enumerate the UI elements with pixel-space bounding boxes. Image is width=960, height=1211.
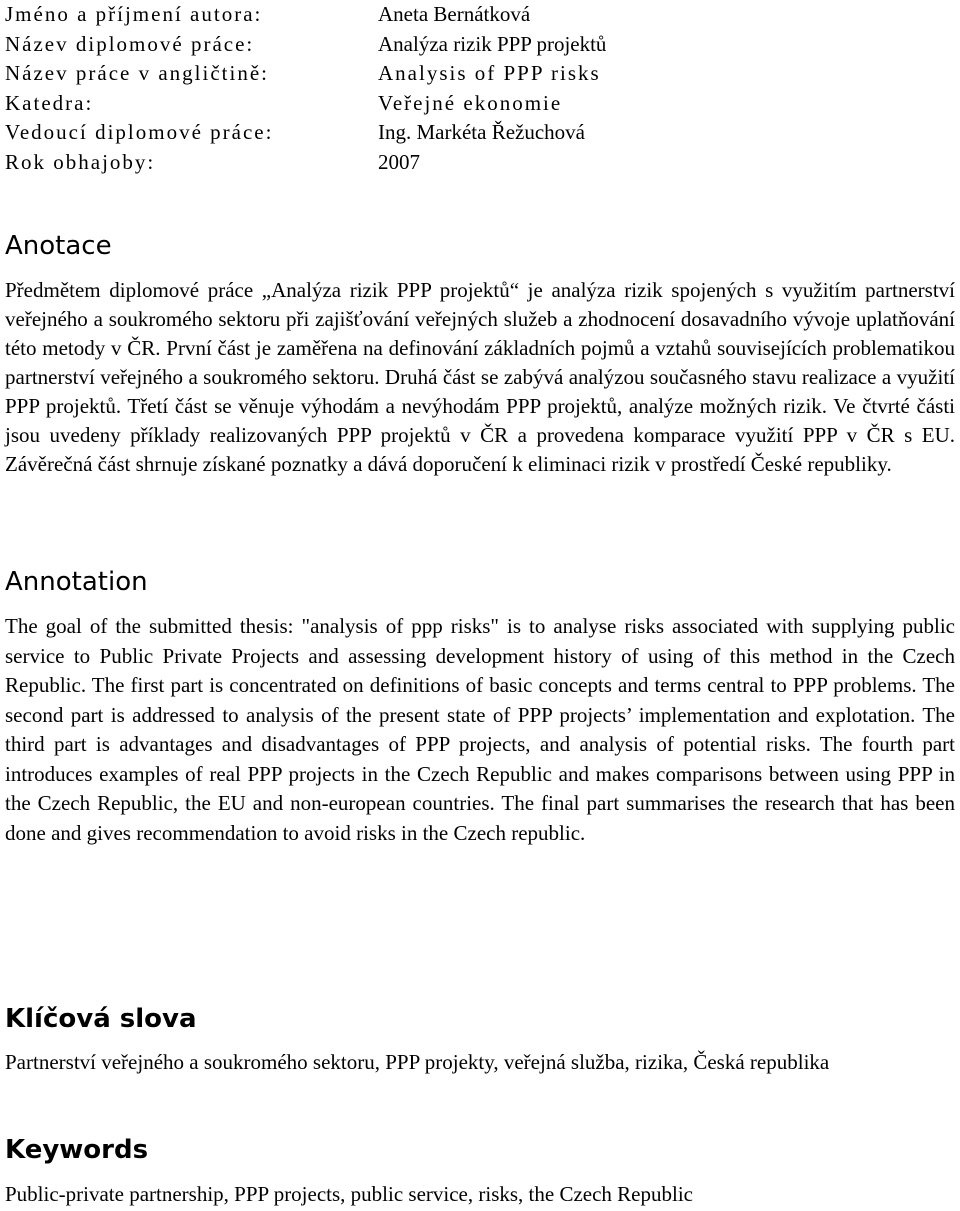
meta-label: Jméno a příjmení autora: bbox=[5, 2, 263, 26]
meta-label: Katedra: bbox=[5, 90, 94, 115]
klicova-slova-heading: Klíčová slova bbox=[5, 1004, 197, 1034]
annotation-paragraph: The goal of the submitted thesis: "analysis of ppp risks" is to analyse risks associated with supplying public service to Public Private Projects and assessing development history of using of this method in the Czech Republic. The first part is concentrated on definitions of basic concepts and terms central to PPP problems. The second part is addressed to analysis of the present state of PPP projects’ implementation and explotation. The third part is advantages and disadvantages of PPP projects, and analysis of potential risks. The fourth part introduces examples of real PPP projects in the Czech Republic and makes comparisons between using PPP in the Czech Republic, the EU and non-european countries. The final part summarises the research that has been done and gives recommendation to avoid risks in the Czech republic. bbox=[5, 614, 955, 845]
meta-label: Vedoucí diplomové práce: bbox=[5, 120, 274, 144]
meta-row-author bbox=[5, 0, 955, 30]
meta-value: Aneta Bernátková bbox=[378, 2, 531, 26]
keywords-heading: Keywords bbox=[5, 1135, 149, 1165]
meta-value: Analysis of PPP risks bbox=[378, 61, 601, 85]
meta-label: Název práce v angličtině: bbox=[5, 61, 269, 85]
meta-value: Ing. Markéta Řežuchová bbox=[378, 120, 585, 144]
annotation-heading: Annotation bbox=[5, 567, 148, 597]
meta-row-department bbox=[5, 89, 955, 119]
keywords-text: Public-private partnership, PPP projects, public service, risks, the Czech Republic bbox=[5, 1182, 693, 1206]
meta-value: Veřejné ekonomie bbox=[378, 90, 563, 115]
meta-label: Rok obhajoby: bbox=[5, 149, 156, 174]
meta-value: Analýza rizik PPP projektů bbox=[378, 31, 607, 56]
meta-row-english-title bbox=[5, 59, 955, 89]
meta-row-supervisor bbox=[5, 118, 955, 148]
klicova-slova-text: Partnerství veřejného a soukromého sektoru, PPP projekty, veřejná služba, rizika, Česká republika bbox=[5, 1050, 830, 1074]
meta-value: 2007 bbox=[378, 149, 420, 174]
meta-label: Název diplomové práce: bbox=[5, 31, 255, 56]
anotace-heading: Anotace bbox=[5, 231, 112, 261]
anotace-paragraph: Předmětem diplomové práce „Analýza rizik PPP projektů“ je analýza rizik spojených s využitím partnerství veřejného a soukromého sektoru při zajišťování veřejných služeb a zhodnocení dosavadního vývoje uplatňování této metody v ČR. První část je zaměřena na definování základních pojmů a vztahů souvisejících problematikou partnerství veřejného a soukromého sektoru. Druhá část se zabývá analýzou současného stavu realizace a využití PPP projektů. Třetí část se věnuje výhodám a nevýhodám PPP projektů, analýze možných rizik. Ve čtvrté části jsou uvedeny příklady realizovaných PPP projektů v ČR a provedena komparace využití PPP v ČR s EU. Závěrečná část shrnuje získané poznatky a dává doporučení k eliminaci rizik v prostředí České republiky. bbox=[5, 278, 955, 476]
thesis-metadata bbox=[5, 0, 955, 177]
meta-row-defense-year bbox=[5, 148, 955, 178]
meta-row-thesis-title bbox=[5, 30, 955, 60]
